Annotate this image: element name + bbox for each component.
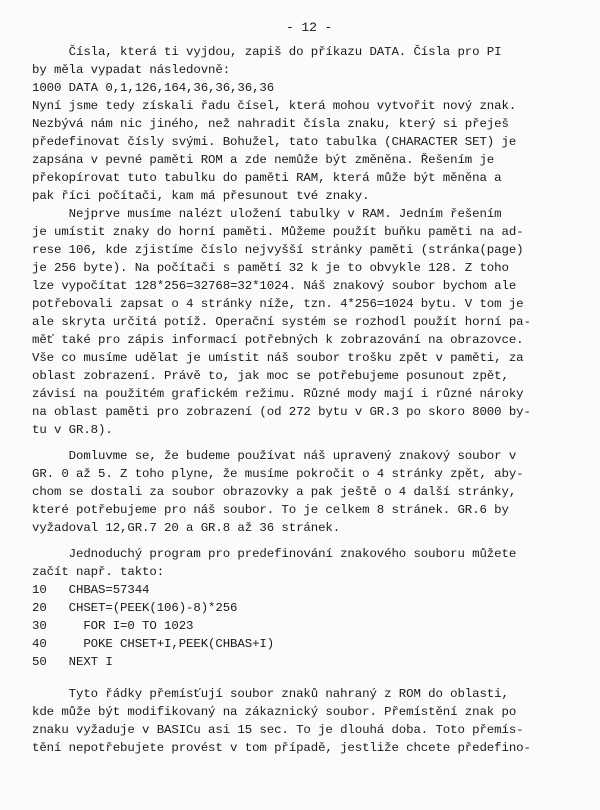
code-line: 30 FOR I=0 TO 1023 [32, 619, 194, 633]
text-line: pak říci počítači, kam má přesunout tvé znaky. [32, 189, 370, 203]
text-line: zapsána v pevné paměti ROM a zde nemůže být změněna. Řešením je [32, 153, 495, 167]
text-line: předefinovat čísly svými. Bohužel, tato tabulka (CHARACTER SET) je [32, 135, 517, 149]
text-line: potřebovali zapsat o 4 stránky níže, tzn. 4*256=1024 bytu. V tom je [32, 297, 524, 311]
text-line: Vše co musíme udělat je umístit náš soubor trošku zpět v paměti, za [32, 351, 524, 365]
text-line: lze vypočítat 128*256=32768=32*1024. Náš znakový soubor bychom ale [32, 279, 517, 293]
text-line: by měla vypadat následovně: [32, 63, 231, 77]
text-line: GR. 0 až 5. Z toho plyne, že musíme pokročit o 4 stránky zpět, aby- [32, 467, 524, 481]
text-line: 1000 DATA 0,1,126,164,36,36,36,36 [32, 81, 275, 95]
text-line: rese 106, kde zjistíme číslo nejvyšší stránky paměti (stránka(page) [32, 243, 524, 257]
text-line: překopírovat tuto tabulku do paměti RAM, která může být měněna a [32, 171, 502, 185]
text-line: Domluvme se, že budeme používat náš upravený znakový soubor v [32, 449, 517, 463]
text-line: vyžadoval 12,GR.7 20 a GR.8 až 36 stránek. [32, 521, 341, 535]
text-line: tu v GR.8). [32, 423, 113, 437]
text-line: na oblast paměti pro zobrazení (od 272 bytu v GR.3 po skoro 8000 by- [32, 405, 531, 419]
text-line: Jednoduchý program pro predefinování znakového souboru můžete [32, 547, 517, 561]
text-line: Nyní jsme tedy získali řadu čísel, která mohou vytvořit nový znak. [32, 99, 517, 113]
text-line: Tyto řádky přemísťují soubor znaků nahraný z ROM do oblasti, [32, 687, 509, 701]
text-line: ale skryta určitá potíž. Operační systém se rozhodl použít horní pa- [32, 315, 531, 329]
code-line: 20 CHSET=(PEEK(106)-8)*256 [32, 601, 238, 615]
page-number: - 12 - [286, 20, 333, 35]
text-line: je 256 byte). Na počítači s pamětí 32 k je to obvykle 128. Z toho [32, 261, 509, 275]
text-line: Nezbývá nám nic jiného, než nahradit čísla znaku, který si přeješ [32, 117, 509, 131]
text-line: začít např. takto: [32, 565, 165, 579]
text-line: chom se dostali za soubor obrazovky a pak ještě o 4 další stránky, [32, 485, 517, 499]
text-line: měť také pro zápis informací potřebných k zobrazování na obrazovce. [32, 333, 524, 347]
text-line: je umístit znaky do horní paměti. Můžeme použít buňku paměti na ad- [32, 225, 524, 239]
code-line: 50 NEXT I [32, 655, 113, 669]
text-line: závisí na použitém grafickém režimu. Různé mody mají i různé nároky [32, 387, 524, 401]
text-line: které potřebujeme pro náš soubor. To je celkem 8 stránek. GR.6 by [32, 503, 509, 517]
code-line: 10 CHBAS=57344 [32, 583, 150, 597]
text-line: znaku vyžaduje v BASICu asi 15 sec. To je dlouhá doba. Toto přemís- [32, 723, 524, 737]
text-line: Nejprve musíme nalézt uložení tabulky v RAM. Jedním řešením [32, 207, 502, 221]
text-line: tění nepotřebujete provést v tom případě, jestliže chcete předefino- [32, 741, 531, 755]
text-line: kde může být modifikovaný na zákaznický soubor. Přemístění znak po [32, 705, 517, 719]
text-line: oblast zobrazení. Právě to, jak moc se potřebujeme posunout zpět, [32, 369, 509, 383]
code-line: 40 POKE CHSET+I,PEEK(CHBAS+I) [32, 637, 275, 651]
text-line: Čísla, která ti vyjdou, zapiš do příkazu DATA. Čísla pro PI [32, 45, 502, 59]
